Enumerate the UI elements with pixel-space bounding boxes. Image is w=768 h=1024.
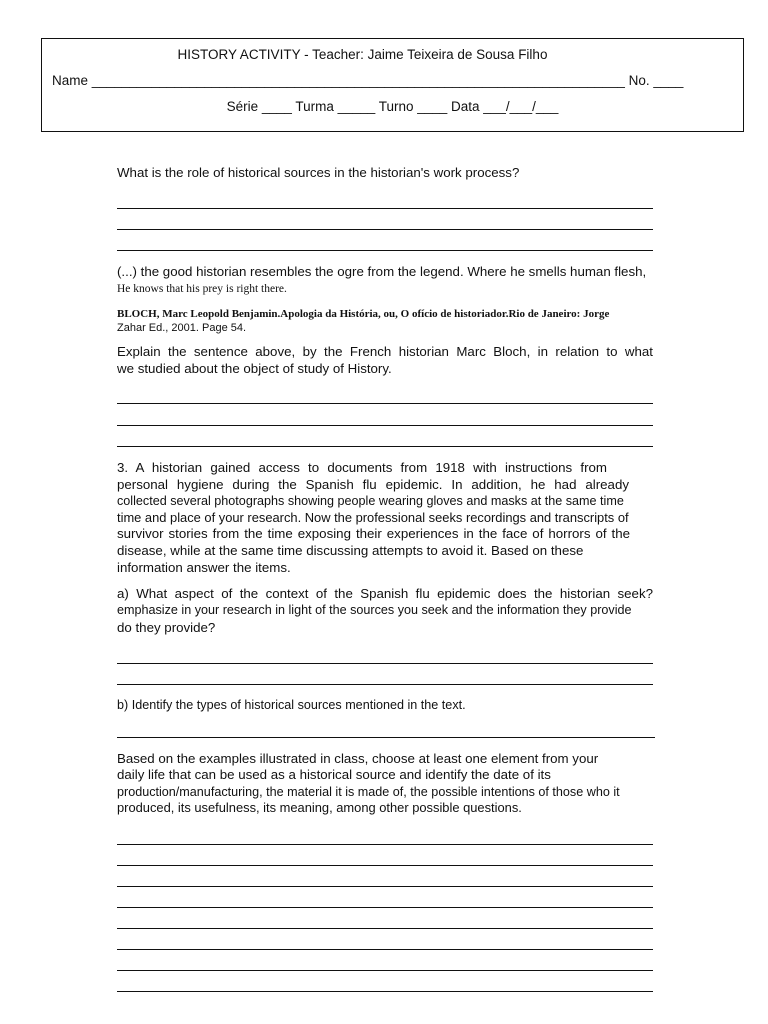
quote-line-2: He knows that his prey is right there. — [117, 283, 287, 295]
answer-line — [117, 991, 653, 992]
question-3-line-7: information answer the items. — [117, 560, 291, 575]
answer-line — [117, 208, 653, 209]
question-3-line-2: personal hygiene during the Spanish flu epidemic. In addition, he had already — [117, 477, 629, 492]
name-field-line: Name _______________________________________________________________________ No. ____ — [52, 73, 684, 88]
answer-line — [117, 737, 655, 738]
question-3-line-3: collected several photographs showing people wearing gloves and masks at the same time — [117, 494, 624, 508]
answer-line — [117, 844, 653, 845]
answer-line — [117, 886, 653, 887]
question-1-text: What is the role of historical sources in the historian's work process? — [117, 165, 520, 180]
answer-line — [117, 684, 653, 685]
answer-line — [117, 907, 653, 908]
question-2-line-2: we studied about the object of study of History. — [117, 361, 392, 376]
class-info-line: Série ____ Turma _____ Turno ____ Data ___/___/___ — [226, 99, 559, 114]
answer-line — [117, 446, 653, 447]
item-b-text: b) Identify the types of historical sources mentioned in the text. — [117, 698, 466, 712]
question-3-line-6: disease, while at the same time discussing attempts to avoid it. Based on these — [117, 543, 584, 558]
answer-line — [117, 663, 653, 664]
answer-line — [117, 250, 653, 251]
answer-line — [117, 970, 653, 971]
quote-line-1: (...) the good historian resembles the ogre from the legend. Where he smells human flesh, — [117, 264, 647, 279]
answer-line — [117, 928, 653, 929]
answer-line — [117, 865, 653, 866]
activity-title: HISTORY ACTIVITY - Teacher: Jaime Teixeira de Sousa Filho — [177, 47, 548, 62]
question-3-line-4: time and place of your research. Now the professional seeks recordings and transcripts of — [117, 510, 629, 525]
answer-line — [117, 229, 653, 230]
item-a-line-2: emphasize in your research in light of the sources you seek and the information they provide — [117, 603, 632, 617]
question-4-line-1: Based on the examples illustrated in class, choose at least one element from your — [117, 751, 599, 766]
quote-reference-line-2: Zahar Ed., 2001. Page 54. — [117, 322, 247, 334]
question-3-line-1: 3. A historian gained access to documents from 1918 with instructions from — [117, 460, 607, 475]
question-4-line-2: daily life that can be used as a historical source and identify the date of its — [117, 767, 551, 782]
header-box — [41, 38, 744, 132]
quote-reference-line-1: BLOCH, Marc Leopold Benjamin.Apologia da História, ou, O ofício de historiador.Rio de Janeiro: Jorge — [117, 308, 610, 320]
answer-line — [117, 425, 653, 426]
item-a-line-3: do they provide? — [117, 620, 216, 635]
item-a-line-1: a) What aspect of the context of the Spanish flu epidemic does the historian seek? — [117, 586, 653, 601]
question-3-line-5: survivor stories from the time exposing their experiences in the face of horrors of the — [117, 526, 630, 541]
answer-line — [117, 403, 653, 404]
answer-line — [117, 949, 653, 950]
question-4-line-3: production/manufacturing, the material it is made of, the possible intentions of those who it — [117, 785, 620, 799]
question-2-line-1: Explain the sentence above, by the French historian Marc Bloch, in relation to what — [117, 344, 653, 359]
question-4-line-4: produced, its usefulness, its meaning, among other possible questions. — [117, 800, 522, 815]
